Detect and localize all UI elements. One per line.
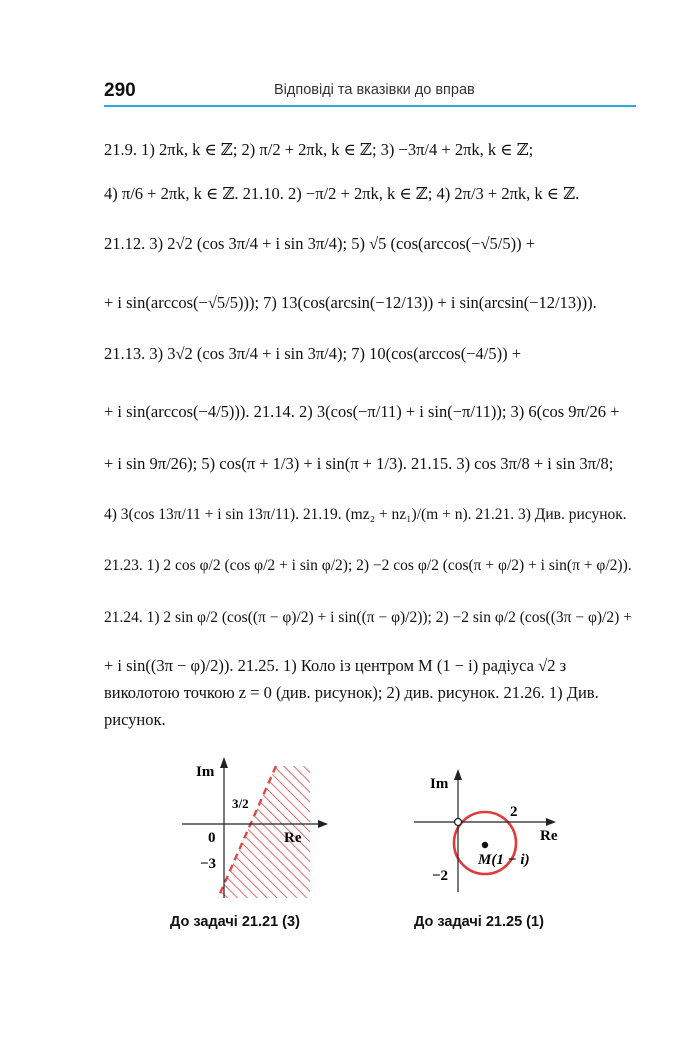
- y-axis-arrow: [220, 757, 228, 768]
- x-axis-arrow: [318, 820, 328, 828]
- page-number: 290: [104, 80, 136, 101]
- answer-line-6: + i sin(arccos(−4/5))). 21.14. 2) 3(cos(−π/11) + i sin(−π/11)); 3) 6(cos 9π/26 +: [104, 402, 620, 421]
- label-two: 2: [510, 804, 518, 820]
- answer-line-8: 4) 3(cos 13π/11 + i sin 13π/11). 21.19. (mz₂ + nz₁)/(m + n). 21.21. 3) Див. рисунок.: [104, 506, 627, 523]
- answer-line-3: 21.12. 3) 2√2 (cos 3π/4 + i sin 3π/4); 5) √5 (cos(arccos(−√5/5)) +: [104, 234, 535, 253]
- label-minus-two: −2: [432, 868, 449, 884]
- answer-line-10: 21.24. 1) 2 sin φ/2 (cos((π − φ)/2) + i sin((π − φ)/2)); 2) −2 sin φ/2 (cos((3π − φ)/2) +: [104, 609, 632, 626]
- y-axis-arrow: [454, 769, 462, 780]
- punctured-point: [455, 819, 462, 826]
- x-axis-arrow: [546, 818, 556, 826]
- axis-label-im: Im: [196, 764, 215, 780]
- page-header: [104, 78, 636, 106]
- answer-line-9: 21.23. 1) 2 cos φ/2 (cos φ/2 + i sin φ/2); 2) −2 cos φ/2 (cos(π + φ/2) + i sin(π + φ/2)).: [104, 557, 632, 574]
- answer-line-4: + i sin(arccos(−√5/5))); 7) 13(cos(arcsin(−12/13)) + i sin(arcsin(−12/13))).: [104, 293, 597, 312]
- origin-label: 0: [208, 830, 216, 846]
- center-label: M(1 − i): [478, 852, 530, 868]
- answer-line-2: 4) π/6 + 2πk, k ∈ ℤ. 21.10. 2) −π/2 + 2πk, k ∈ ℤ; 4) 2π/3 + 2πk, k ∈ ℤ.: [104, 184, 580, 203]
- answer-line-1: 21.9. 1) 2πk, k ∈ ℤ; 2) π/2 + 2πk, k ∈ ℤ; 3) −3π/4 + 2πk, k ∈ ℤ;: [104, 140, 534, 159]
- axis-label-im: Im: [430, 776, 449, 792]
- axis-label-re: Re: [284, 830, 302, 846]
- header-rule: [104, 105, 636, 107]
- axis-label-re: Re: [540, 828, 558, 844]
- answer-line-5: 21.13. 3) 3√2 (cos 3π/4 + i sin 3π/4); 7) 10(cos(arccos(−4/5)) +: [104, 344, 522, 363]
- figure-21-25: [410, 766, 570, 896]
- answer-line-7: + i sin 9π/26); 5) cos(π + 1/3) + i sin(π + 1/3). 21.15. 3) cos 3π/8 + i sin 3π/8;: [104, 454, 614, 473]
- label-three-halves: 3/2: [232, 796, 249, 811]
- label-minus-three: −3: [200, 856, 217, 872]
- caption-figure-21-21: До задачі 21.21 (3): [170, 914, 300, 930]
- caption-figure-21-25: До задачі 21.25 (1): [414, 914, 544, 930]
- center-point: [482, 842, 488, 848]
- running-title: Відповіді та вказівки до вправ: [274, 82, 475, 98]
- figure-21-21: [180, 752, 330, 907]
- answer-paragraph: + i sin((3π − φ)/2)). 21.25. 1) Коло із центром M (1 − i) радіуса √2 з виколотою точкою z = 0 (див. рисунок); 2) див. рисунок. 21.26. 1) Див. рисунок.: [104, 656, 599, 729]
